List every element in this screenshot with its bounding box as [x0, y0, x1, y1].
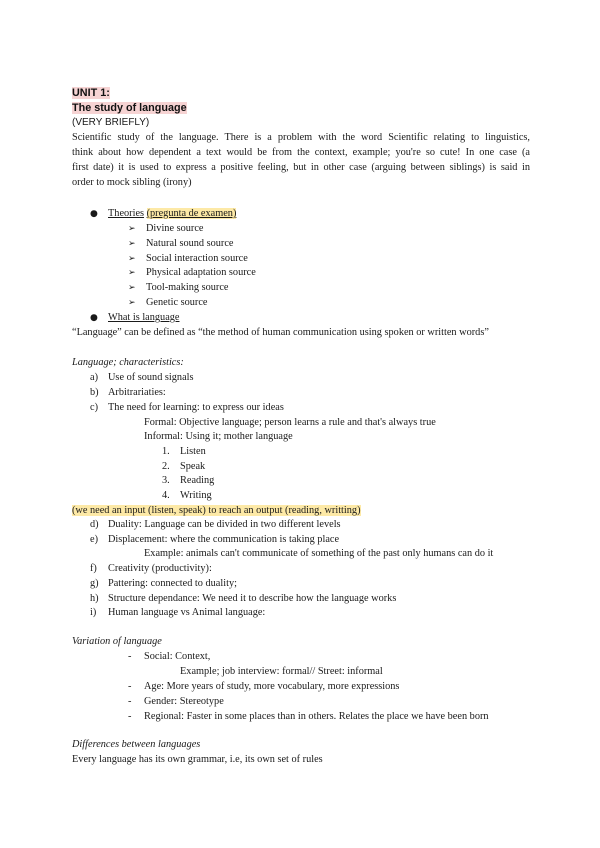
bullet-icon: ● [90, 313, 98, 323]
list-marker: 1. [162, 446, 170, 457]
list-marker: b) [90, 387, 99, 398]
arrow-icon: ➢ [128, 298, 136, 308]
skill-item: Reading [180, 475, 215, 486]
theory-item: Divine source [146, 223, 204, 234]
list-marker: 4. [162, 490, 170, 501]
list-marker: g) [90, 578, 99, 589]
dash-marker: - [128, 681, 132, 692]
characteristic-item: Pattering: connected to duality; [108, 578, 237, 589]
characteristic-item: Duality: Language can be divided in two different levels [108, 519, 341, 530]
formal-language: Formal: Objective language; person learns a rule and that's always true [144, 417, 436, 428]
arrow-icon: ➢ [128, 239, 136, 249]
dash-marker: - [128, 651, 132, 662]
theory-item: Physical adaptation source [146, 267, 256, 278]
bullet-icon: ● [90, 209, 98, 219]
intro-line-4: order to mock sibling (irony) [72, 177, 192, 188]
characteristic-item: The need for learning: to express our ideas [108, 402, 284, 413]
characteristic-item: Displacement: where the communication is taking place [108, 534, 340, 545]
list-marker: d) [90, 519, 99, 530]
variation-item: Gender: Stereotype [144, 696, 224, 707]
characteristic-item: Creativity (productivity): [108, 563, 212, 574]
characteristic-item: Human language vs Animal language: [108, 607, 266, 618]
characteristic-item: Arbitrariaties: [108, 387, 166, 398]
variation-item: Age: More years of study, more vocabulary, more expressions [144, 681, 400, 692]
social-example: Example; job interview: formal// Street: informal [180, 666, 383, 677]
theory-item: Genetic source [146, 297, 208, 308]
differences-text: Every language has its own grammar, i.e, its own set of rules [72, 754, 323, 765]
arrow-icon: ➢ [128, 268, 136, 278]
arrow-icon: ➢ [128, 283, 136, 293]
differences-heading: Differences between languages [72, 739, 201, 750]
dash-marker: - [128, 711, 132, 722]
characteristics-heading: Language; characteristics: [72, 357, 184, 368]
page-title: The study of language [72, 102, 187, 114]
list-marker: a) [90, 372, 98, 383]
list-marker: f) [90, 563, 97, 574]
unit-label: UNIT 1: [72, 87, 110, 99]
variation-item: Social: Context, [144, 651, 211, 662]
displacement-example: Example: animals can't communicate of something of the past only humans can do it [144, 548, 494, 559]
list-marker: i) [90, 607, 97, 618]
informal-language: Informal: Using it; mother language [144, 431, 293, 442]
what-is-language-heading: What is language [108, 312, 180, 323]
list-marker: 3. [162, 475, 170, 486]
arrow-icon: ➢ [128, 254, 136, 264]
theory-item: Social interaction source [146, 253, 248, 264]
skill-item: Listen [180, 446, 206, 457]
intro-line-1: Scientific study of the language. There is a problem with the word Scientific relating to linguistics, [72, 132, 530, 143]
theory-item: Natural sound source [146, 238, 234, 249]
input-output-note: (we need an input (listen, speak) to reach an output (reading, writting) [72, 505, 361, 516]
list-marker: c) [90, 402, 98, 413]
skill-item: Speak [180, 461, 206, 472]
list-marker: h) [90, 593, 99, 604]
theory-item: Tool-making source [146, 282, 229, 293]
intro-line-2: think about how dependent a text would be from the context, example; you're so cute! In one case (a [72, 147, 530, 158]
language-definition: “Language” can be defined as “the method of human communication using spoken or written words” [72, 327, 489, 338]
variation-heading: Variation of language [72, 636, 162, 647]
list-marker: e) [90, 534, 98, 545]
subtitle: (VERY BRIEFLY) [72, 117, 150, 128]
characteristic-item: Structure dependance: We need it to describe how the language works [108, 593, 397, 604]
dash-marker: - [128, 696, 132, 707]
arrow-icon: ➢ [128, 224, 136, 234]
skill-item: Writing [180, 490, 212, 501]
characteristic-item: Use of sound signals [108, 372, 194, 383]
list-marker: 2. [162, 461, 170, 472]
intro-line-3: first date) it is used to express a positive feeling, but in other case (arguing between siblings) is said in [72, 162, 530, 173]
variation-item: Regional: Faster in some places than in others. Relates the place we have been born [144, 711, 489, 722]
theories-heading: Theories (pregunta de examen) [108, 208, 237, 219]
